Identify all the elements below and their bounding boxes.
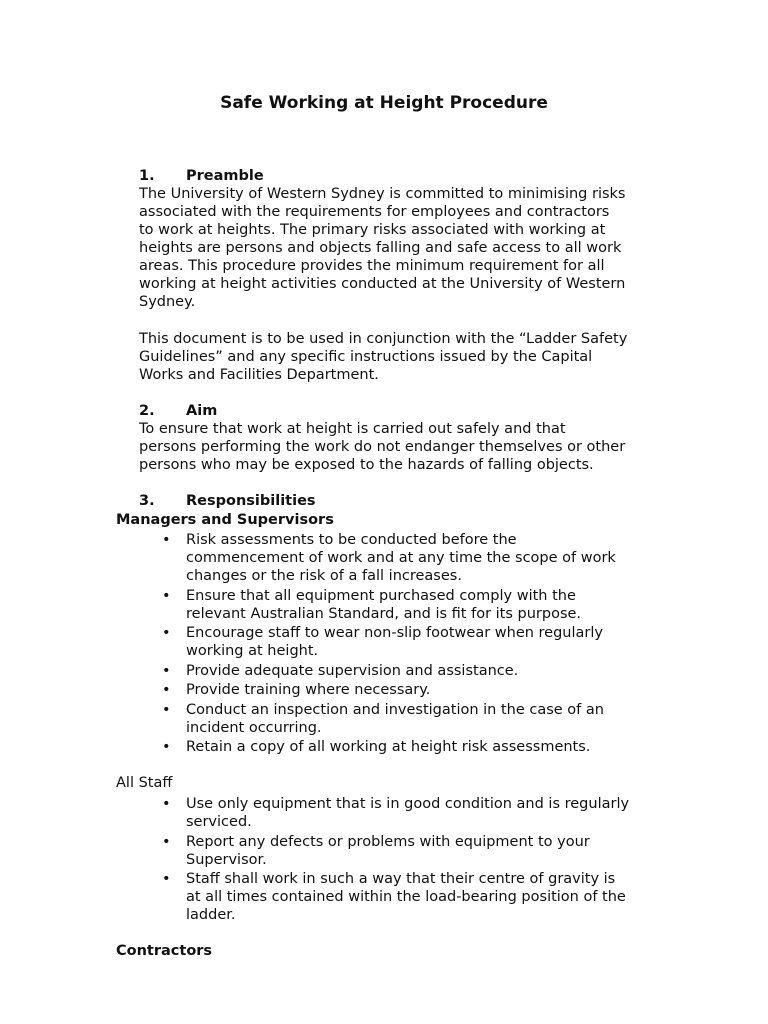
section-title: Responsibilities <box>186 493 316 509</box>
managers-bullet-list <box>162 531 616 758</box>
list-item-line: Provide adequate supervision and assistance. <box>186 662 519 679</box>
paragraph-line: Sydney. <box>139 294 196 310</box>
paragraph-line: persons who may be exposed to the hazards of falling objects. <box>139 457 594 473</box>
list-item-line: incident occurring. <box>186 719 322 736</box>
list-item <box>162 587 616 623</box>
contractors-subheading: Contractors <box>116 943 213 959</box>
list-item <box>162 531 616 585</box>
bullet-marker: • <box>162 739 171 755</box>
list-item-line: Staff shall work in such a way that their centre of gravity is <box>186 871 616 887</box>
list-item-line: serviced. <box>186 814 252 830</box>
bullet-marker: • <box>162 682 171 698</box>
list-item-line: working at height. <box>186 643 319 659</box>
list-item-line: Supervisor. <box>186 851 267 868</box>
paragraph-line: to work at heights. The primary risks associated with working at <box>139 222 606 238</box>
paragraph-line: Guidelines” and any specific instructions issued by the Capital <box>139 349 593 365</box>
bullet-marker: • <box>162 796 171 812</box>
list-item <box>162 662 616 680</box>
list-item-line: Conduct an inspection and investigation in the case of an <box>186 701 604 718</box>
bullet-marker: • <box>162 871 171 887</box>
section-heading-preamble <box>139 167 264 185</box>
list-item-line: relevant Australian Standard, and is fit for its purpose. <box>186 605 582 622</box>
list-item-line: Report any defects or problems with equipment to your <box>186 833 590 850</box>
list-item-line: commencement of work and at any time the scope of work <box>186 550 616 566</box>
list-item <box>162 681 616 699</box>
section-title: Preamble <box>186 168 264 184</box>
list-item-line: Use only equipment that is in good condition and is regularly <box>186 796 630 812</box>
list-item <box>162 795 629 831</box>
list-item-line: Encourage staff to wear non-slip footwear when regularly <box>186 625 603 641</box>
list-item-line: Provide training where necessary. <box>186 682 431 698</box>
all-staff-subheading: All Staff <box>116 775 173 791</box>
section-number: 3. <box>139 493 155 509</box>
bullet-marker: • <box>162 662 171 679</box>
paragraph-line: The University of Western Sydney is committed to minimising risks <box>139 186 626 202</box>
all-staff-bullet-list <box>162 795 629 926</box>
conjunction-paragraph <box>139 330 627 384</box>
paragraph-line: areas. This procedure provides the minimum requirement for all <box>139 258 605 274</box>
list-item-line: Risk assessments to be conducted before the <box>186 532 517 548</box>
list-item-line: Ensure that all equipment purchased comply with the <box>186 587 576 604</box>
bullet-marker: • <box>162 532 171 548</box>
paragraph-line: working at height activities conducted at the University of Western <box>139 276 626 292</box>
paragraph-line: This document is to be used in conjunction with the “Ladder Safety <box>139 331 628 347</box>
document-title: Safe Working at Height Procedure <box>220 93 548 113</box>
list-item-line: ladder. <box>186 907 236 923</box>
section-heading-responsibilities <box>139 492 316 510</box>
list-item-line: at all times contained within the load-bearing position of the <box>186 889 626 905</box>
section-number: 1. <box>139 168 155 184</box>
section-number: 2. <box>139 403 155 419</box>
list-item <box>162 624 616 660</box>
bullet-marker: • <box>162 833 171 850</box>
list-item <box>162 701 616 737</box>
bullet-marker: • <box>162 701 171 718</box>
paragraph-line: heights are persons and objects falling and safe access to all work <box>139 240 622 256</box>
aim-paragraph <box>139 420 625 474</box>
paragraph-line: Works and Facilities Department. <box>139 367 379 383</box>
bullet-marker: • <box>162 587 171 604</box>
paragraph-line: To ensure that work at height is carried out safely and that <box>139 421 566 437</box>
list-item-line: changes or the risk of a fall increases. <box>186 568 462 584</box>
list-item <box>162 870 629 924</box>
preamble-paragraph <box>139 185 625 311</box>
section-heading-aim <box>139 402 217 420</box>
bullet-marker: • <box>162 625 171 641</box>
managers-subheading: Managers and Supervisors <box>116 512 334 528</box>
list-item <box>162 833 629 869</box>
list-item <box>162 738 616 756</box>
paragraph-line: persons performing the work do not endanger themselves or other <box>139 439 626 455</box>
section-title: Aim <box>186 403 218 419</box>
paragraph-line: associated with the requirements for employees and contractors <box>139 204 610 220</box>
list-item-line: Retain a copy of all working at height risk assessments. <box>186 739 591 755</box>
